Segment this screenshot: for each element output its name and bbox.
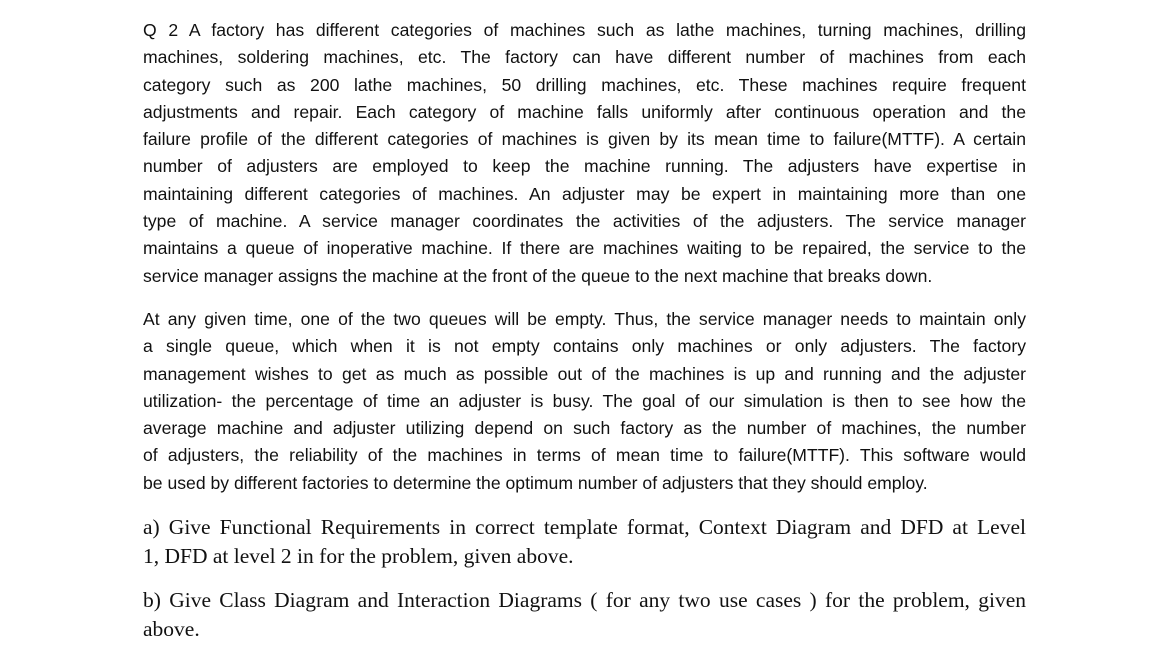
text-line: adjustments and repair. Each category of machine falls uniformly after continuous operation and the xyxy=(143,101,1026,122)
text-line: utilization- the percentage of time an adjuster is busy. The goal of our simulation is then to see how the xyxy=(143,390,1026,411)
question-part-b xyxy=(143,586,1026,643)
text-line: b) Give Class Diagram and Interaction Diagrams ( for any two use cases ) for the problem, given xyxy=(143,588,1026,613)
text-line: above. xyxy=(143,616,200,641)
text-line: a single queue, which when it is not empty contains only machines or only adjusters. The factory xyxy=(143,336,1026,357)
problem-paragraph-1 xyxy=(143,17,1026,290)
text-line: category such as 200 lathe machines, 50 drilling machines, etc. These machines require frequent xyxy=(143,74,1026,95)
text-line: At any given time, one of the two queues will be empty. Thus, the service manager needs to maintain only xyxy=(143,308,1026,329)
problem-paragraph-2 xyxy=(143,306,1026,497)
text-line: machines, soldering machines, etc. The factory can have different number of machines from each xyxy=(143,47,1026,68)
text-line: failure profile of the different categories of machines is given by its mean time to failure(MTTF). A certain xyxy=(143,129,1026,150)
text-line: Q 2 A factory has different categories of machines such as lathe machines, turning machines, drilling xyxy=(143,20,1026,40)
text-line: service manager assigns the machine at the front of the queue to the next machine that breaks down. xyxy=(143,265,933,286)
text-line: be used by different factories to determine the optimum number of adjusters that they should employ. xyxy=(143,472,928,493)
text-line: average machine and adjuster utilizing depend on such factory as the number of machines, the number xyxy=(143,418,1026,439)
text-line: 1, DFD at level 2 in for the problem, given above. xyxy=(143,543,574,568)
text-line: of adjusters, the reliability of the machines in terms of mean time to failure(MTTF). This software would xyxy=(143,445,1026,466)
text-line: maintains a queue of inoperative machine. If there are machines waiting to be repaired, the service to the xyxy=(143,238,1026,259)
document-page xyxy=(143,17,1026,643)
text-line: number of adjusters are employed to keep the machine running. The adjusters have expertise in xyxy=(143,156,1026,177)
question-part-a xyxy=(143,513,1026,570)
text-line: management wishes to get as much as possible out of the machines is up and running and the adjuster xyxy=(143,363,1026,384)
text-line: type of machine. A service manager coordinates the activities of the adjusters. The service manager xyxy=(143,211,1026,232)
text-line: a) Give Functional Requirements in correct template format, Context Diagram and DFD at Level xyxy=(143,515,1026,540)
text-line: maintaining different categories of machines. An adjuster may be expert in maintaining more than one xyxy=(143,183,1026,204)
